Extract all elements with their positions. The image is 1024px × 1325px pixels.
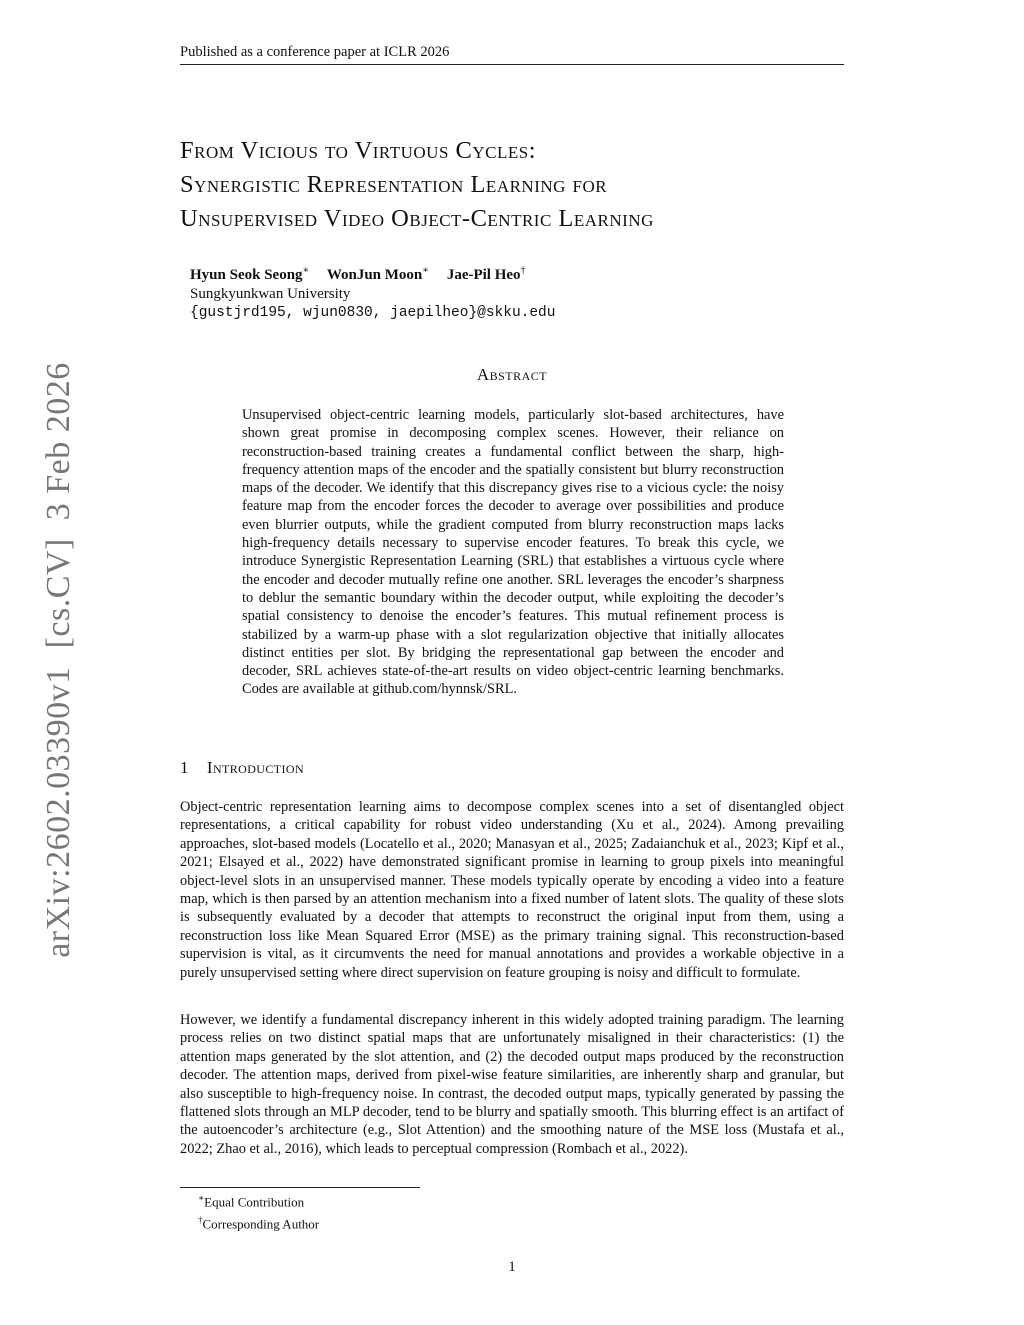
author-names — [190, 261, 555, 285]
affiliation: Sungkyunkwan University — [190, 286, 351, 302]
title-line-1: From Vicious to Virtuous Cycles: — [180, 137, 537, 164]
title-line-3: Unsupervised Video Object-Centric Learning — [180, 205, 654, 232]
section-heading — [180, 758, 304, 778]
footnote-divider — [180, 1187, 420, 1188]
running-header: Published as a conference paper at ICLR 2026 — [180, 44, 844, 65]
intro-paragraph-2: However, we identify a fundamental discrepancy inherent in this widely adopted training paradigm. The learning process relies on two distinct spatial maps that are unfortunately misaligned in their characteristics: (1) the attention maps generated by the slot attention, and (2) the decoded output maps produced by the reconstruction decoder. The attention maps, derived from pixel-wise feature similarities, are inherently sharp and granular, but also susceptible to high-frequency noise. In contrast, the decoded output maps, typically generated by passing the flattened slots through an MLP decoder, tend to be blurry and spatially smooth. This blurring effect is an artifact of the autoencoder’s architecture (e.g., Slot Attention) and the smoothing nature of the MSE loss (Mustafa et al., 2022; Zhao et al., 2016), which leads to perceptual compression (Rombach et al., 2022). — [180, 1012, 844, 1157]
section-title: Introduction — [206, 758, 305, 777]
title-line-2: Synergistic Representation Learning for — [180, 171, 608, 198]
page-number: 1 — [508, 1259, 516, 1275]
abstract-heading: Abstract — [476, 365, 548, 384]
paper-title — [180, 134, 880, 236]
author: WonJun Moon∗ — [326, 265, 430, 283]
footnote: †Corresponding Author — [198, 1215, 320, 1232]
author: Hyun Seok Seong∗ — [190, 265, 310, 283]
footnotes — [198, 1189, 319, 1234]
arxiv-stamp: arXiv:2602.03390v1 [cs.CV] 3 Feb 2026 — [40, 362, 77, 958]
author-block — [190, 261, 555, 323]
author: Jae-Pil Heo† — [446, 265, 526, 283]
footnote: ∗Equal Contribution — [198, 1193, 305, 1210]
section-number: 1 — [180, 758, 189, 777]
author-emails: {gustjrd195, wjun0830, jaepilheo}@skku.edu — [190, 305, 556, 321]
intro-paragraph-1: Object-centric representation learning aims to decompose complex scenes into a set of disentangled object representations, a critical capability for robust video understanding (Xu et al., 2024). Among prevailing approaches, slot-based models (Locatello et al., 2020; Manasyan et al., 2025; Zadaianchuk et al., 2023; Kipf et al., 2021; Elsayed et al., 2022) have demonstrated significant promise in learning to group pixels into meaningful object-level slots in an unsupervised manner. These models typically operate by encoding a video into a feature map, which is then parsed by an attention mechanism into a fixed number of latent slots. The quality of these slots is subsequently evaluated by a decoder that attempts to reconstruct the original input from them, using a reconstruction loss like Mean Squared Error (MSE) as the primary training signal. This reconstruction-based supervision is vital, as it circumvents the need for manual annotations and provides a workable objective in a purely unsupervised setting where direct supervision on feature grouping is noisy and difficult to formulate. — [180, 799, 844, 981]
abstract-text: Unsupervised object-centric learning models, particularly slot-based architectures, have shown great promise in decomposing complex scenes. However, their reliance on reconstruction-based training creates a fundamental conflict between the sharp, high-frequency attention maps of the encoder and the spatially consistent but blurry reconstruction maps of the decoder. We identify that this discrepancy gives rise to a vicious cycle: the noisy feature map from the encoder forces the decoder to average over possibilities and produce even blurrier outputs, while the gradient computed from blurry reconstruction maps lacks high-frequency details necessary to supervise encoder features. To break this cycle, we introduce Synergistic Representation Learning (SRL) that establishes a virtuous cycle where the encoder and decoder mutually refine one another. SRL leverages the encoder’s sharpness to deblur the semantic boundary within the decoder output, while exploiting the decoder’s spatial consistency to denoise the encoder’s features. This mutual refinement process is stabilized by a warm-up phase with a slot regularization objective that initially allocates distinct entities per slot. By bridging the representational gap between the encoder and decoder, SRL achieves state-of-the-art results on video object-centric learning benchmarks. Codes are available at github.com/hynnsk/SRL. — [242, 407, 784, 698]
